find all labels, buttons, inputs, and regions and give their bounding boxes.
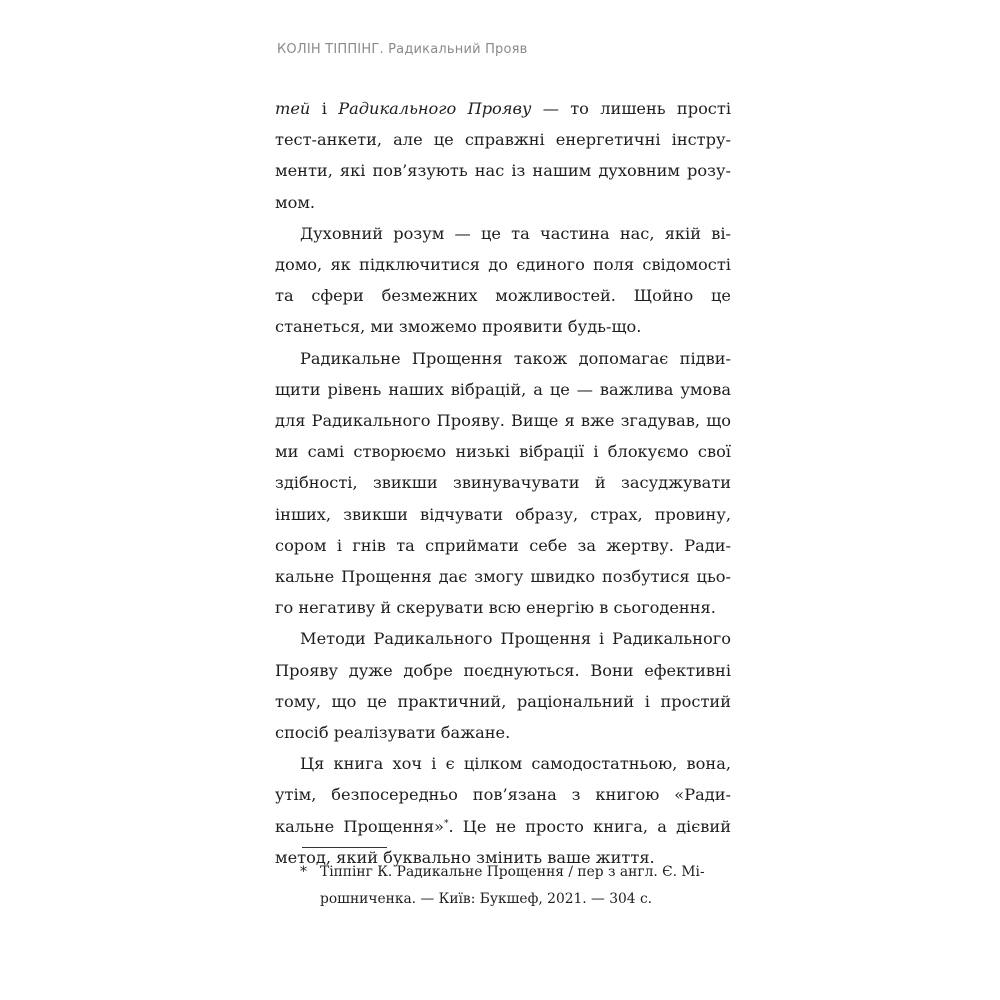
paragraph-2: Духовний розум — це та частина нас, якій відомо, як підключитися до єдиного поля свідомості та сфери безмежних можливостей. Щойно це станеться, ми зможемо проявити будь-що. <box>275 223 731 337</box>
text-fragment: Ця книга хоч і є цілком самодостатньою, вона, утім, безпосередньо пов’язана з книгою «Радикальне Прощення» <box>275 754 731 836</box>
footnote-reference: * <box>443 818 449 829</box>
footnote-divider <box>302 847 387 848</box>
footnote-marker: * <box>300 864 307 880</box>
paragraph-3: Радикальне Прощення також допомагає підвищити рівень наших вібрацій, а це — важлива умова для Радикального Прояву. Вище я вже згадував, що ми самі створюємо низькі вібрації і блокуємо свої здібності, звикши звинувачувати й засуджувати інших, звикши відчувати образу, страх, провину, сором і гнів та сприймати себе за жертву. Радикальне Прощення дає змогу швидко позбутися цього негативу й скерувати всю енергію в сьогодення. <box>275 348 731 618</box>
footnote-text: Тіппінг К. Радикальне Прощення / пер з англ. Є. Мірошниченка. — Київ: Букшеф, 2021. — 304 с. <box>320 864 705 907</box>
footnote <box>300 859 730 913</box>
paragraph-5 <box>275 748 731 873</box>
italic-book-title: Радикального Прояву <box>338 99 532 118</box>
text-fragment: — то лишень прості тест-анкети, але це справжні енергетичні інструменти, які пов’язують нас із нашим духовним розумом. <box>275 99 732 212</box>
paragraph-1 <box>275 93 731 218</box>
paragraph-4: Методи Радикального Прощення і Радикального Прояву дуже добре поєднуються. Вони ефективні тому, що це практичний, раціональний і простий спосіб реалізувати бажане. <box>275 629 731 743</box>
text-fragment: . Це не просто книга, а дієвий метод, який буквально змінить ваше життя. <box>275 816 731 867</box>
text-fragment: і <box>310 99 339 118</box>
running-header: КОЛІН ТІППІНГ. Радикальний Прояв <box>277 42 528 57</box>
body-text <box>275 93 731 873</box>
italic-fragment: тей <box>275 99 311 118</box>
